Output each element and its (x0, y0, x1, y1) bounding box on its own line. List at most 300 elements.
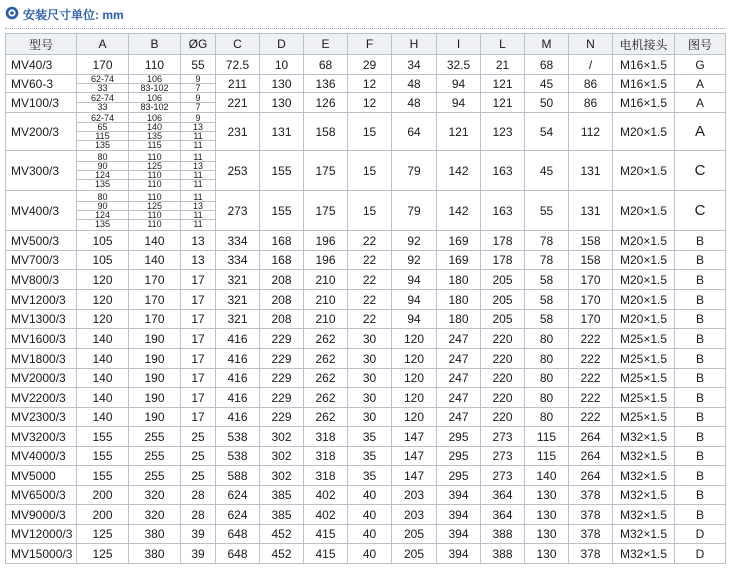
table-cell: 10 (260, 55, 304, 75)
column-header: L (481, 34, 525, 55)
table-cell: 48 (392, 75, 437, 93)
table-cell: 140 (77, 408, 129, 427)
table-cell: 222 (569, 408, 613, 427)
table-cell: 30 (348, 349, 392, 369)
table-cell: 247 (437, 349, 481, 369)
table-cell: 22 (348, 270, 392, 290)
table-cell: 385 (260, 505, 304, 525)
table-cell: 203 (392, 505, 437, 525)
sub-value: 110 (129, 153, 180, 162)
figure-code-cell: B (675, 310, 726, 329)
table-cell: 220 (481, 369, 525, 388)
table-cell: 22 (348, 290, 392, 310)
table-cell: 45 (525, 151, 569, 191)
column-header: D (260, 34, 304, 55)
table-row (6, 75, 726, 93)
table-cell: 54 (525, 113, 569, 151)
sub-value: 135 (94, 140, 111, 150)
sub-value: 11 (181, 171, 215, 180)
table-cell: 208 (260, 290, 304, 310)
table-cell: 273 (481, 466, 525, 486)
table-cell: 130 (525, 505, 569, 525)
table-cell: 273 (481, 427, 525, 447)
gear-icon (5, 6, 19, 20)
table-cell: 538 (216, 427, 260, 447)
table-row (6, 113, 726, 151)
table-cell: 121 (437, 113, 481, 151)
sub-value: 65 (77, 123, 128, 132)
sub-value: 90 (77, 162, 128, 171)
column-header: 型号 (6, 34, 77, 55)
table-cell: 131 (569, 151, 613, 191)
sub-value: 110 (129, 211, 180, 220)
table-cell: 538 (216, 447, 260, 466)
model-cell: MV500/3 (6, 231, 77, 251)
table-cell: 205 (481, 290, 525, 310)
table-cell (129, 75, 181, 93)
table-cell: 402 (304, 505, 348, 525)
table-cell: 21 (481, 55, 525, 75)
table-cell: 229 (260, 408, 304, 427)
table-cell: 175 (304, 151, 348, 191)
table-cell: 155 (77, 427, 129, 447)
sub-value: 124 (77, 171, 128, 180)
table-cell: 155 (77, 466, 129, 486)
sub-value: 106 (129, 75, 180, 84)
sub-value: 140 (129, 123, 180, 132)
sub-value: 11 (193, 140, 203, 150)
table-cell: 170 (129, 290, 181, 310)
table-cell: 196 (304, 251, 348, 270)
table-cell: 180 (437, 270, 481, 290)
dimensions-table (5, 33, 726, 564)
column-header: I (437, 34, 481, 55)
table-cell: M25×1.5 (613, 329, 675, 349)
table-cell: M20×1.5 (613, 251, 675, 270)
figure-code-cell: D (675, 544, 726, 564)
figure-code-cell: B (675, 369, 726, 388)
table-cell: 45 (525, 75, 569, 93)
sub-value: 124 (77, 211, 128, 220)
table-cell (129, 151, 181, 191)
table-cell: 229 (260, 349, 304, 369)
table-cell: 624 (216, 505, 260, 525)
sub-value: 9 (181, 94, 215, 103)
table-cell: 255 (129, 466, 181, 486)
table-cell: 68 (525, 55, 569, 75)
table-row (6, 544, 726, 564)
table-cell: M25×1.5 (613, 369, 675, 388)
table-cell: 380 (129, 544, 181, 564)
table-cell: 205 (392, 525, 437, 544)
table-cell: 120 (392, 369, 437, 388)
table-cell: 120 (392, 329, 437, 349)
table-cell: 48 (392, 93, 437, 113)
table-cell: 80 (525, 329, 569, 349)
sub-value: 83-102 (140, 102, 169, 112)
table-row (6, 486, 726, 505)
table-cell: 394 (437, 486, 481, 505)
table-cell (77, 151, 129, 191)
table-cell: 168 (260, 231, 304, 251)
table-cell: 262 (304, 388, 348, 408)
table-cell: 588 (216, 466, 260, 486)
sub-value: 33 (97, 102, 108, 112)
table-cell: 140 (77, 388, 129, 408)
table-cell: 302 (260, 427, 304, 447)
table-cell: 175 (304, 191, 348, 231)
table-cell: 13 (181, 231, 216, 251)
table-cell: 203 (392, 486, 437, 505)
sub-value: 115 (77, 132, 128, 141)
table-row (6, 369, 726, 388)
figure-code-cell: B (675, 447, 726, 466)
figure-code-cell: B (675, 251, 726, 270)
figure-code-cell: B (675, 486, 726, 505)
table-cell: 34 (392, 55, 437, 75)
table-cell: 72.5 (216, 55, 260, 75)
table-cell: M25×1.5 (613, 388, 675, 408)
table-cell: 220 (481, 329, 525, 349)
table-row (6, 505, 726, 525)
table-cell: 295 (437, 427, 481, 447)
sub-value: 110 (147, 219, 162, 229)
table-cell: 22 (348, 231, 392, 251)
table-cell (181, 113, 216, 151)
table-cell: 205 (481, 310, 525, 329)
table-row (6, 151, 726, 191)
table-cell (181, 75, 216, 93)
figure-code-cell: B (675, 505, 726, 525)
model-cell: MV1200/3 (6, 290, 77, 310)
table-cell: 131 (569, 191, 613, 231)
table-cell: 80 (525, 369, 569, 388)
table-cell: 190 (129, 349, 181, 369)
table-cell: 86 (569, 75, 613, 93)
table-cell: 78 (525, 251, 569, 270)
table-cell: 15 (348, 191, 392, 231)
table-cell: 80 (525, 408, 569, 427)
model-cell: MV800/3 (6, 270, 77, 290)
sub-value: 110 (147, 179, 162, 189)
table-cell: 380 (129, 525, 181, 544)
table-cell: 55 (525, 191, 569, 231)
table-cell: 378 (569, 505, 613, 525)
table-cell: 79 (392, 151, 437, 191)
table-row (6, 388, 726, 408)
model-cell: MV12000/3 (6, 525, 77, 544)
table-cell: 416 (216, 349, 260, 369)
table-cell: M25×1.5 (613, 408, 675, 427)
table-cell: 15 (348, 113, 392, 151)
table-cell: 94 (437, 93, 481, 113)
table-cell: 229 (260, 369, 304, 388)
table-cell: 222 (569, 329, 613, 349)
model-cell: MV400/3 (6, 191, 77, 231)
table-cell: 180 (437, 310, 481, 329)
table-cell: 169 (437, 231, 481, 251)
figure-code-cell: A (675, 93, 726, 113)
model-cell: MV1300/3 (6, 310, 77, 329)
table-cell: 229 (260, 388, 304, 408)
table-cell: 190 (129, 388, 181, 408)
table-cell: 142 (437, 191, 481, 231)
table-cell: 30 (348, 408, 392, 427)
sub-value: 11 (181, 193, 215, 202)
table-cell: 140 (77, 349, 129, 369)
model-cell: MV5000 (6, 466, 77, 486)
sub-value: 33 (97, 83, 108, 93)
figure-code-cell: B (675, 427, 726, 447)
model-cell: MV9000/3 (6, 505, 77, 525)
table-cell: M32×1.5 (613, 525, 675, 544)
table-cell: / (569, 55, 613, 75)
table-cell: 170 (129, 270, 181, 290)
sub-value: 11 (193, 219, 203, 229)
table-cell: 229 (260, 329, 304, 349)
table-cell: 262 (304, 349, 348, 369)
table-cell: 158 (304, 113, 348, 151)
sub-value: 90 (77, 202, 128, 211)
table-cell: 334 (216, 231, 260, 251)
table-cell: 388 (481, 544, 525, 564)
table-cell: 40 (348, 505, 392, 525)
table-cell: M20×1.5 (613, 151, 675, 191)
table-cell: 130 (260, 93, 304, 113)
section-header (5, 4, 725, 24)
table-cell: 208 (260, 270, 304, 290)
table-cell: 178 (481, 231, 525, 251)
table-cell: 155 (260, 191, 304, 231)
dotted-divider (5, 28, 725, 29)
table-cell: 220 (481, 388, 525, 408)
model-cell: MV60-3 (6, 75, 77, 93)
table-cell: 220 (481, 349, 525, 369)
table-cell: M20×1.5 (613, 290, 675, 310)
model-cell: MV300/3 (6, 151, 77, 191)
table-cell: 158 (569, 251, 613, 270)
sub-value: 9 (181, 75, 215, 84)
table-cell: M20×1.5 (613, 231, 675, 251)
table-cell: 648 (216, 544, 260, 564)
table-cell: 452 (260, 544, 304, 564)
table-cell: 273 (216, 191, 260, 231)
table-cell: 130 (525, 525, 569, 544)
table-cell: 416 (216, 388, 260, 408)
table-cell: 158 (569, 231, 613, 251)
table-cell (181, 93, 216, 113)
table-cell: 321 (216, 290, 260, 310)
table-cell: 55 (181, 55, 216, 75)
table-cell: 170 (569, 270, 613, 290)
model-cell: MV40/3 (6, 55, 77, 75)
model-cell: MV100/3 (6, 93, 77, 113)
table-cell: 273 (481, 447, 525, 466)
table-cell: 648 (216, 525, 260, 544)
table-cell: 17 (181, 349, 216, 369)
table-cell: 416 (216, 408, 260, 427)
table-cell: M20×1.5 (613, 270, 675, 290)
figure-code-cell: B (675, 466, 726, 486)
table-row (6, 270, 726, 290)
table-cell: 17 (181, 369, 216, 388)
table-cell: 94 (392, 290, 437, 310)
table-cell: 12 (348, 93, 392, 113)
table-cell: 120 (392, 388, 437, 408)
table-cell: 253 (216, 151, 260, 191)
figure-code-cell: D (675, 525, 726, 544)
table-cell: 30 (348, 369, 392, 388)
table-cell: 147 (392, 466, 437, 486)
table-cell: 200 (77, 486, 129, 505)
table-cell (129, 191, 181, 231)
table-cell: 264 (569, 466, 613, 486)
column-header: 图号 (675, 34, 726, 55)
table-cell: M32×1.5 (613, 486, 675, 505)
figure-code-cell: B (675, 388, 726, 408)
table-cell: 247 (437, 369, 481, 388)
table-cell: 321 (216, 310, 260, 329)
table-cell: 40 (348, 525, 392, 544)
table-cell: M32×1.5 (613, 427, 675, 447)
table-cell: 58 (525, 290, 569, 310)
table-cell: 378 (569, 544, 613, 564)
table-cell: 120 (392, 408, 437, 427)
table-cell: 17 (181, 329, 216, 349)
sub-value: 80 (77, 193, 128, 202)
table-cell: 78 (525, 231, 569, 251)
figure-code-cell: B (675, 290, 726, 310)
table-row (6, 55, 726, 75)
table-cell: 155 (260, 151, 304, 191)
table-cell: 15 (348, 151, 392, 191)
table-cell: 402 (304, 486, 348, 505)
sub-value: 106 (129, 94, 180, 103)
figure-code-cell: A (675, 113, 726, 151)
table-cell: 13 (181, 251, 216, 270)
table-cell: 295 (437, 466, 481, 486)
table-cell: 80 (525, 388, 569, 408)
table-cell: 394 (437, 525, 481, 544)
table-cell: 302 (260, 447, 304, 466)
table-cell: M16×1.5 (613, 75, 675, 93)
table-cell: 120 (392, 349, 437, 369)
model-cell: MV1600/3 (6, 329, 77, 349)
table-cell: 320 (129, 505, 181, 525)
sub-value: 7 (195, 102, 201, 112)
column-header: N (569, 34, 613, 55)
table-cell: 121 (481, 75, 525, 93)
table-cell: 125 (77, 525, 129, 544)
figure-code-cell: C (675, 191, 726, 231)
table-cell: 105 (77, 251, 129, 270)
column-header: F (348, 34, 392, 55)
model-cell: MV3200/3 (6, 427, 77, 447)
table-cell: 120 (77, 270, 129, 290)
table-cell: M32×1.5 (613, 505, 675, 525)
table-row (6, 231, 726, 251)
table-cell: 22 (348, 251, 392, 270)
table-cell (77, 113, 129, 151)
table-cell: 170 (77, 55, 129, 75)
table-cell: 190 (129, 329, 181, 349)
sub-value: 13 (181, 202, 215, 211)
table-cell: 125 (77, 544, 129, 564)
table-cell: M20×1.5 (613, 191, 675, 231)
table-cell: 364 (481, 486, 525, 505)
table-cell: 79 (392, 191, 437, 231)
table-cell: 415 (304, 525, 348, 544)
table-cell: 394 (437, 505, 481, 525)
table-cell: 295 (437, 447, 481, 466)
table-cell: M32×1.5 (613, 447, 675, 466)
table-cell: 247 (437, 329, 481, 349)
table-cell (77, 191, 129, 231)
model-cell: MV1800/3 (6, 349, 77, 369)
table-cell: 262 (304, 329, 348, 349)
table-cell: 140 (525, 466, 569, 486)
column-header: B (129, 34, 181, 55)
table-cell: 247 (437, 408, 481, 427)
table-cell: 318 (304, 466, 348, 486)
model-cell: MV6500/3 (6, 486, 77, 505)
table-cell: 92 (392, 231, 437, 251)
table-cell: 190 (129, 369, 181, 388)
figure-code-cell: A (675, 75, 726, 93)
table-cell: M16×1.5 (613, 93, 675, 113)
table-cell: 30 (348, 388, 392, 408)
table-cell: 140 (129, 251, 181, 270)
table-cell: 94 (392, 310, 437, 329)
table-cell: 25 (181, 427, 216, 447)
table-cell: 35 (348, 447, 392, 466)
table-cell: 29 (348, 55, 392, 75)
table-cell: 624 (216, 486, 260, 505)
table-cell: 94 (392, 270, 437, 290)
sub-value: 62-74 (77, 75, 128, 84)
table-cell: 130 (260, 75, 304, 93)
table-cell: 142 (437, 151, 481, 191)
model-cell: MV15000/3 (6, 544, 77, 564)
table-cell: 394 (437, 544, 481, 564)
table-cell: 163 (481, 191, 525, 231)
table-cell (129, 113, 181, 151)
table-cell: 190 (129, 408, 181, 427)
figure-code-cell: B (675, 231, 726, 251)
model-cell: MV2300/3 (6, 408, 77, 427)
table-row (6, 191, 726, 231)
table-cell: M32×1.5 (613, 544, 675, 564)
table-cell: 205 (392, 544, 437, 564)
table-cell: 130 (525, 544, 569, 564)
table-cell: 170 (569, 310, 613, 329)
table-cell: 210 (304, 270, 348, 290)
table-row (6, 290, 726, 310)
sub-value: 135 (94, 219, 111, 229)
table-cell: 64 (392, 113, 437, 151)
table-cell: 25 (181, 466, 216, 486)
table-cell: 110 (129, 55, 181, 75)
table-cell: 262 (304, 408, 348, 427)
table-cell: 264 (569, 447, 613, 466)
table-cell: 130 (525, 486, 569, 505)
table-cell: 210 (304, 290, 348, 310)
table-cell: 22 (348, 310, 392, 329)
table-cell: 126 (304, 93, 348, 113)
table-row (6, 349, 726, 369)
sub-value: 106 (129, 114, 180, 123)
table-cell: 32.5 (437, 55, 481, 75)
